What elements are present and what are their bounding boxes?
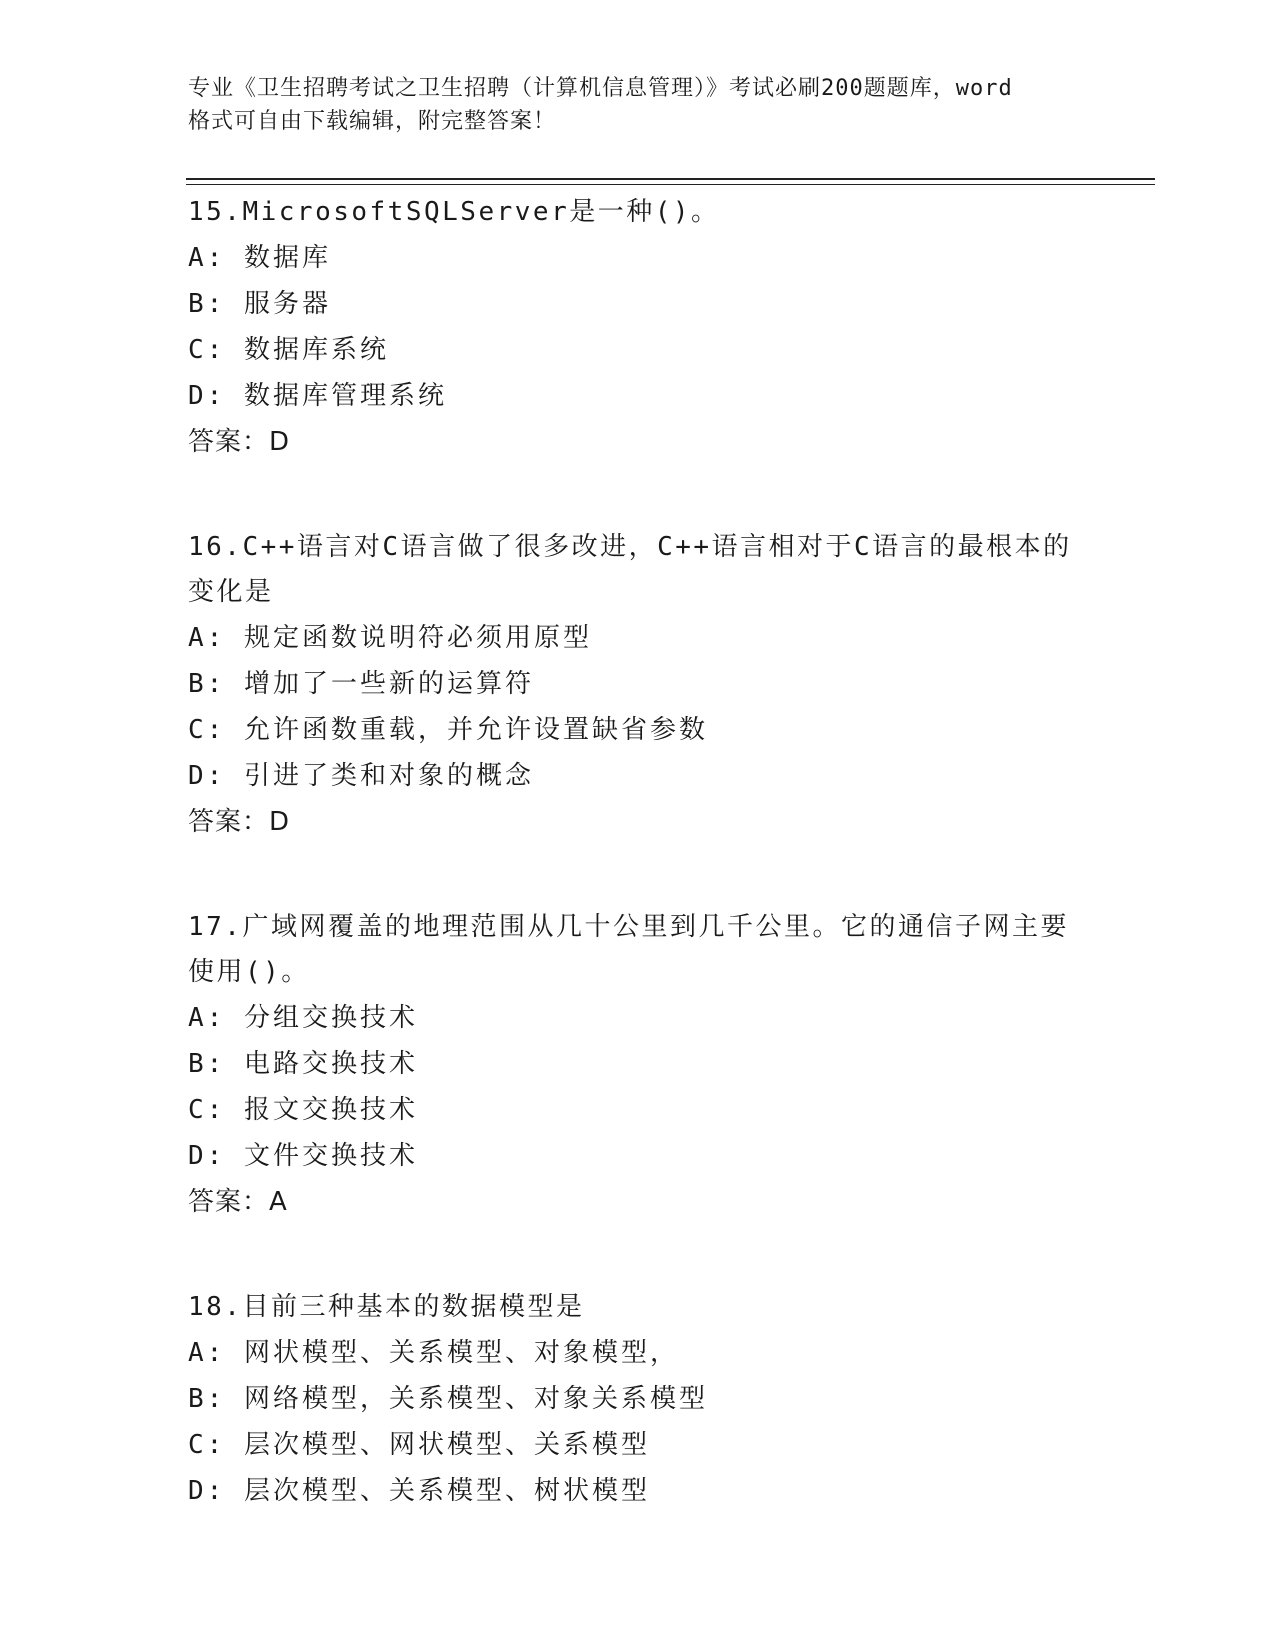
document-header bbox=[188, 72, 1088, 138]
option-a: A: 分组交换技术 bbox=[188, 1003, 418, 1033]
option-c: C: 层次模型、网状模型、关系模型 bbox=[188, 1430, 650, 1460]
option-d: D: 数据库管理系统 bbox=[188, 381, 447, 411]
option-b: B: 网络模型，关系模型、对象关系模型 bbox=[188, 1384, 708, 1414]
option-b: B: 服务器 bbox=[188, 289, 331, 319]
question-18 bbox=[188, 1285, 1088, 1514]
header-divider-thin bbox=[186, 184, 1155, 185]
question-stem: 15.MicrosoftSQLServer是一种()。 bbox=[188, 197, 720, 227]
option-c: C: 允许函数重载，并允许设置缺省参数 bbox=[188, 715, 708, 745]
option-d: D: 文件交换技术 bbox=[188, 1141, 418, 1171]
question-stem-line-1: 17.广域网覆盖的地理范围从几十公里到几千公里。它的通信子网主要 bbox=[188, 912, 1069, 942]
option-c: C: 报文交换技术 bbox=[188, 1095, 418, 1125]
question-stem-line-2: 使用()。 bbox=[188, 957, 310, 987]
header-divider-thick bbox=[186, 178, 1155, 180]
question-15 bbox=[188, 190, 1088, 465]
question-17 bbox=[188, 905, 1088, 1225]
answer: 答案：A bbox=[188, 1187, 288, 1217]
option-d: D: 层次模型、关系模型、树状模型 bbox=[188, 1476, 650, 1506]
answer: 答案：D bbox=[188, 807, 291, 837]
option-a: A: 规定函数说明符必须用原型 bbox=[188, 623, 592, 653]
question-stem: 18.目前三种基本的数据模型是 bbox=[188, 1292, 585, 1322]
question-stem-line-2: 变化是 bbox=[188, 577, 274, 607]
option-b: B: 增加了一些新的运算符 bbox=[188, 669, 534, 699]
option-a: A: 网状模型、关系模型、对象模型， bbox=[188, 1338, 679, 1368]
answer: 答案：D bbox=[188, 427, 291, 457]
question-stem-line-1: 16.C++语言对C语言做了很多改进，C++语言相对于C语言的最根本的 bbox=[188, 532, 1072, 562]
header-line-2: 格式可自由下载编辑，附完整答案！ bbox=[188, 109, 557, 134]
question-16 bbox=[188, 525, 1088, 845]
header-line-1: 专业《卫生招聘考试之卫生招聘（计算机信息管理）》考试必刷200题题库，word bbox=[188, 76, 1013, 101]
question-list bbox=[188, 190, 1088, 1514]
option-b: B: 电路交换技术 bbox=[188, 1049, 418, 1079]
option-c: C: 数据库系统 bbox=[188, 335, 389, 365]
option-d: D: 引进了类和对象的概念 bbox=[188, 761, 534, 791]
option-a: A: 数据库 bbox=[188, 243, 331, 273]
